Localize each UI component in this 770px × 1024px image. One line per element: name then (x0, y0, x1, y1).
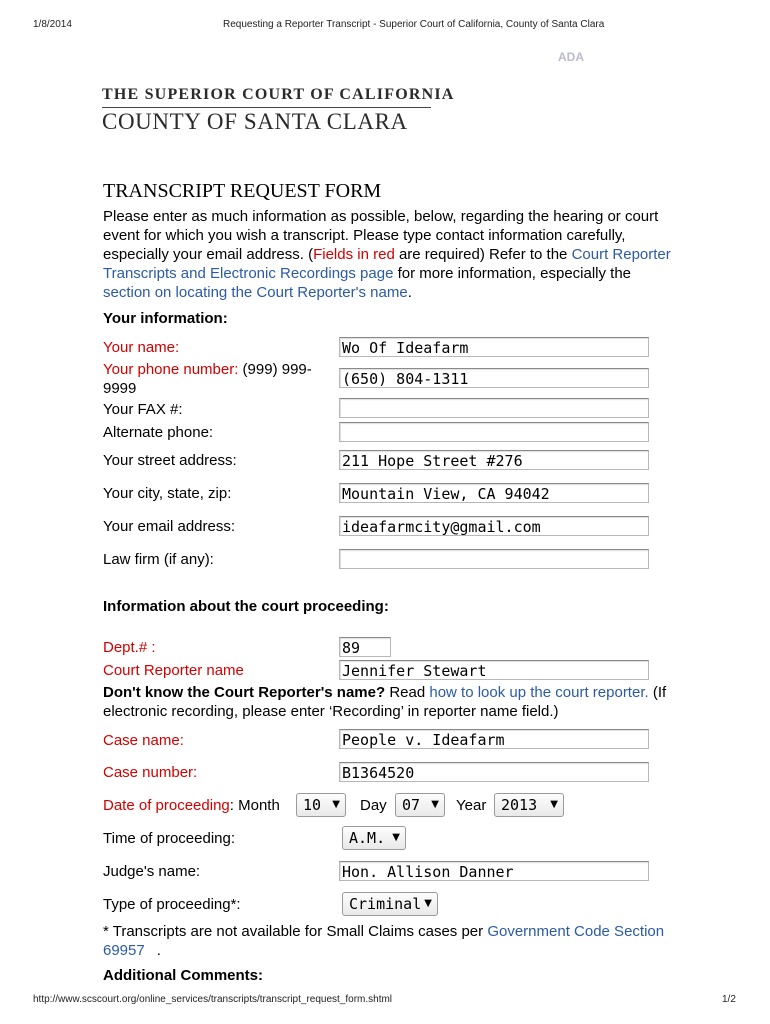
print-page-number: 1/2 (722, 994, 736, 1005)
phone-label-block (103, 360, 333, 398)
print-date: 1/8/2014 (33, 19, 72, 30)
time-value: A.M. (349, 829, 386, 847)
reporter-help-read: Read (385, 684, 430, 701)
reporter-help-question: Don't know the Court Reporter's name? (103, 684, 386, 701)
chevron-down-icon: ▼ (431, 799, 439, 810)
required-fields-note: Fields in red (313, 246, 395, 263)
year-value: 2013 (501, 796, 538, 814)
reporter-help-line-2: electronic recording, please enter ‘Recording’ in reporter name field.) (103, 703, 559, 720)
court-reporter-link[interactable]: Court Reporter (571, 246, 671, 263)
intro-line-4b: for more information, especially the (393, 265, 632, 282)
court-logo (102, 86, 455, 135)
chevron-down-icon: ▼ (392, 832, 400, 843)
type-label: Type of proceeding*: (103, 896, 241, 913)
year-label: Year (456, 797, 487, 814)
month-value: 10 (303, 796, 322, 814)
date-label-block (103, 796, 280, 815)
reporter-help (103, 683, 723, 721)
lookup-reporter-link[interactable]: how to look up the court reporter. (429, 684, 649, 701)
logo-divider (102, 107, 431, 108)
logo-line-2: COUNTY OF SANTA CLARA (102, 109, 408, 134)
street-input[interactable]: 211 Hope Street #276 (339, 450, 649, 470)
phone-input[interactable]: (650) 804-1311 (339, 368, 649, 388)
intro-line-5 (103, 283, 723, 302)
email-input[interactable]: ideafarmcity@gmail.com (339, 516, 649, 536)
law-firm-label: Law firm (if any): (103, 551, 214, 568)
type-select[interactable] (342, 892, 438, 916)
print-footer-url: http://www.scscourt.org/online_services/transcripts/transcript_request_form.shtml (33, 994, 393, 1005)
reporter-help-tail: (If (648, 684, 667, 701)
type-value: Criminal (349, 895, 422, 913)
case-name-label: Case name: (103, 732, 184, 749)
note-period: . (156, 942, 161, 959)
intro-line-3a: especially your email address. ( (103, 246, 314, 263)
city-label: Your city, state, zip: (103, 485, 232, 502)
judge-label: Judge's name: (103, 863, 201, 880)
phone-label: Your phone number: (103, 361, 239, 378)
time-label: Time of proceeding: (103, 830, 236, 847)
fax-label: Your FAX #: (103, 401, 183, 418)
print-page-title: Requesting a Reporter Transcript - Superior Court of California, County of Santa Clara (223, 19, 605, 30)
year-select[interactable] (494, 793, 564, 817)
reporter-input[interactable]: Jennifer Stewart (339, 660, 649, 680)
locating-reporter-link[interactable]: section on locating the Court Reporter's name (103, 284, 408, 301)
case-number-input[interactable]: B1364520 (339, 762, 649, 782)
intro-line-3b: are required) Refer to the (394, 246, 572, 263)
judge-input[interactable]: Hon. Allison Danner (339, 861, 649, 881)
small-claims-note (103, 922, 723, 960)
dept-label: Dept.# : (103, 639, 156, 656)
intro-line-5b: . (407, 284, 412, 301)
court-info-heading: Information about the court proceeding: (103, 598, 389, 615)
month-select[interactable] (296, 793, 346, 817)
city-input[interactable]: Mountain View, CA 94042 (339, 483, 649, 503)
your-info-heading: Your information: (103, 310, 228, 327)
email-label: Your email address: (103, 518, 236, 535)
chevron-down-icon: ▼ (550, 799, 558, 810)
chevron-down-icon: ▼ (332, 799, 340, 810)
name-label: Your name: (103, 339, 180, 356)
day-label: Day (360, 797, 387, 814)
logo-line-1: THE SUPERIOR COURT OF CALIFORNIA (102, 86, 455, 103)
name-input[interactable]: Wo Of Ideafarm (339, 337, 649, 357)
intro-line-1: Please enter as much information as possible, below, regarding the hearing or court (103, 208, 659, 225)
gov-code-link-number[interactable]: 69957 (103, 942, 145, 959)
phone-hint-2: 9999 (103, 380, 137, 397)
street-label: Your street address: (103, 452, 237, 469)
gov-code-link[interactable]: Government Code Section (487, 923, 665, 940)
additional-comments-heading: Additional Comments: (103, 967, 263, 984)
chevron-down-icon: ▼ (424, 898, 432, 909)
phone-hint: (999) 999- (238, 361, 312, 378)
month-label: : Month (229, 797, 280, 814)
day-value: 07 (402, 796, 421, 814)
intro-line-4 (103, 264, 723, 283)
intro-line-2: event for which you wish a transcript. Please type contact information carefully, (103, 227, 626, 244)
reporter-label: Court Reporter name (103, 662, 244, 679)
ada-link[interactable]: ADA (558, 50, 584, 64)
transcripts-page-link[interactable]: Transcripts and Electronic Recordings page (103, 265, 394, 282)
note-text: * Transcripts are not available for Small Claims cases per (103, 923, 488, 940)
intro-line-3 (103, 245, 723, 264)
intro-paragraph (103, 207, 723, 302)
case-name-input[interactable]: People v. Ideafarm (339, 729, 649, 749)
alt-phone-label: Alternate phone: (103, 424, 214, 441)
case-number-label: Case number: (103, 764, 198, 781)
fax-input[interactable] (339, 398, 649, 418)
alt-phone-input[interactable] (339, 422, 649, 442)
form-title: TRANSCRIPT REQUEST FORM (103, 180, 382, 202)
date-label: Date of proceeding (103, 797, 230, 814)
dept-input[interactable]: 89 (339, 637, 391, 657)
law-firm-input[interactable] (339, 549, 649, 569)
day-select[interactable] (395, 793, 445, 817)
time-select[interactable] (342, 826, 406, 850)
